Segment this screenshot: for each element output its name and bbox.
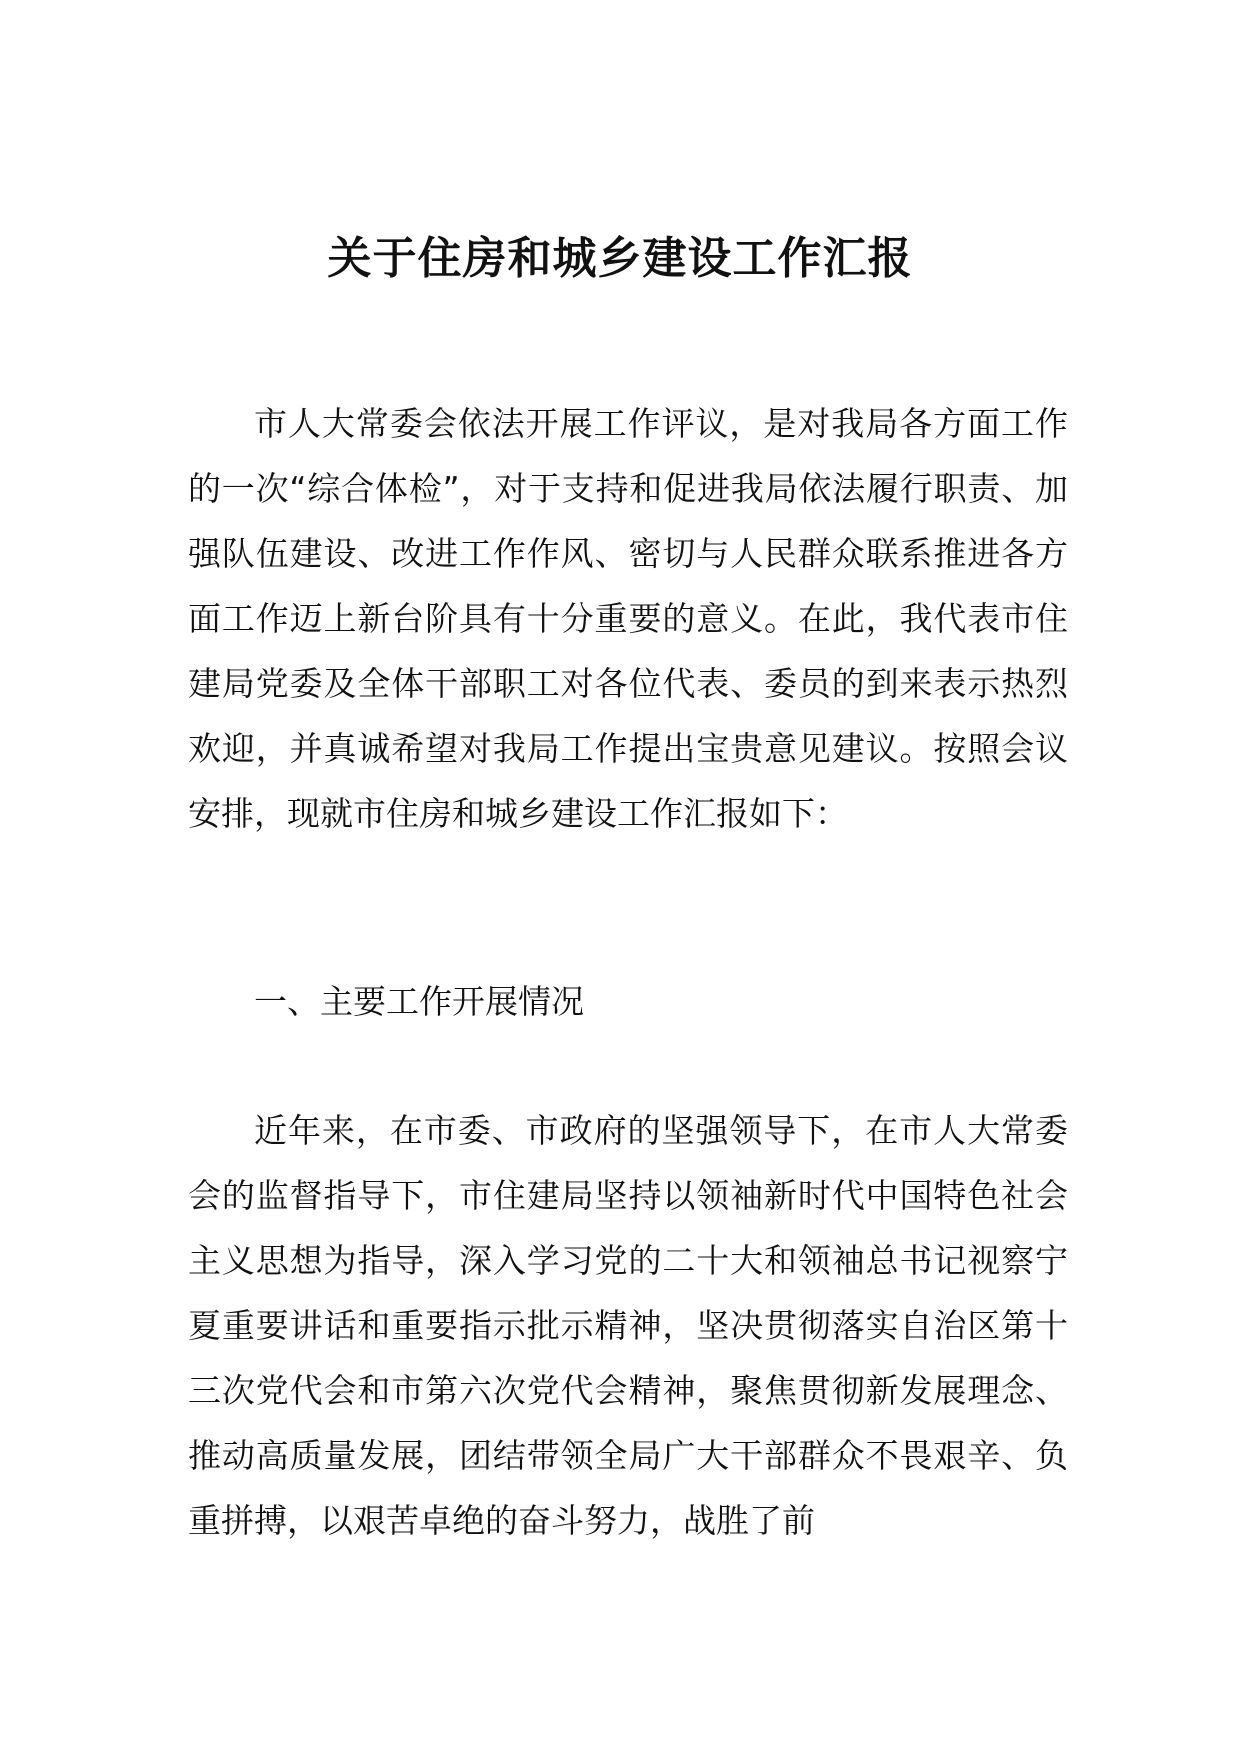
intro-paragraph: 市人大常委会依法开展工作评议，是对我局各方面工作的一次“综合体检”，对于支持和促进我局依法履行职责、加强队伍建设、改进工作作风、密切与人民群众联系推进各方面工作迈上新台阶具有十分重要的意义。在此，我代表市住建局党委及全体干部职工对各位代表、委员的到来表示热烈欢迎，并真诚希望对我局工作提出宝贵意见建议。按照会议安排，现就市住房和城乡建设工作汇报如下：: [188, 404, 1068, 833]
section-heading: 一、主要工作开展情况: [254, 982, 584, 1021]
document-title: 关于住房和城乡建设工作汇报: [327, 233, 913, 285]
body-paragraph: 近年来，在市委、市政府的坚强领导下，在市人大常委会的监督指导下，市住建局坚持以领袖新时代中国特色社会主义思想为指导，深入学习党的二十大和领袖总书记视察宁夏重要讲话和重要指示批示精神，坚决贯彻落实自治区第十三次党代会和市第六次党代会精神，聚焦贯彻新发展理念、推动高质量发展，团结带领全局广大干部群众不畏艰辛、负重拼搏，以艰苦卓绝的奋斗努力，战胜了前: [188, 1111, 1068, 1540]
